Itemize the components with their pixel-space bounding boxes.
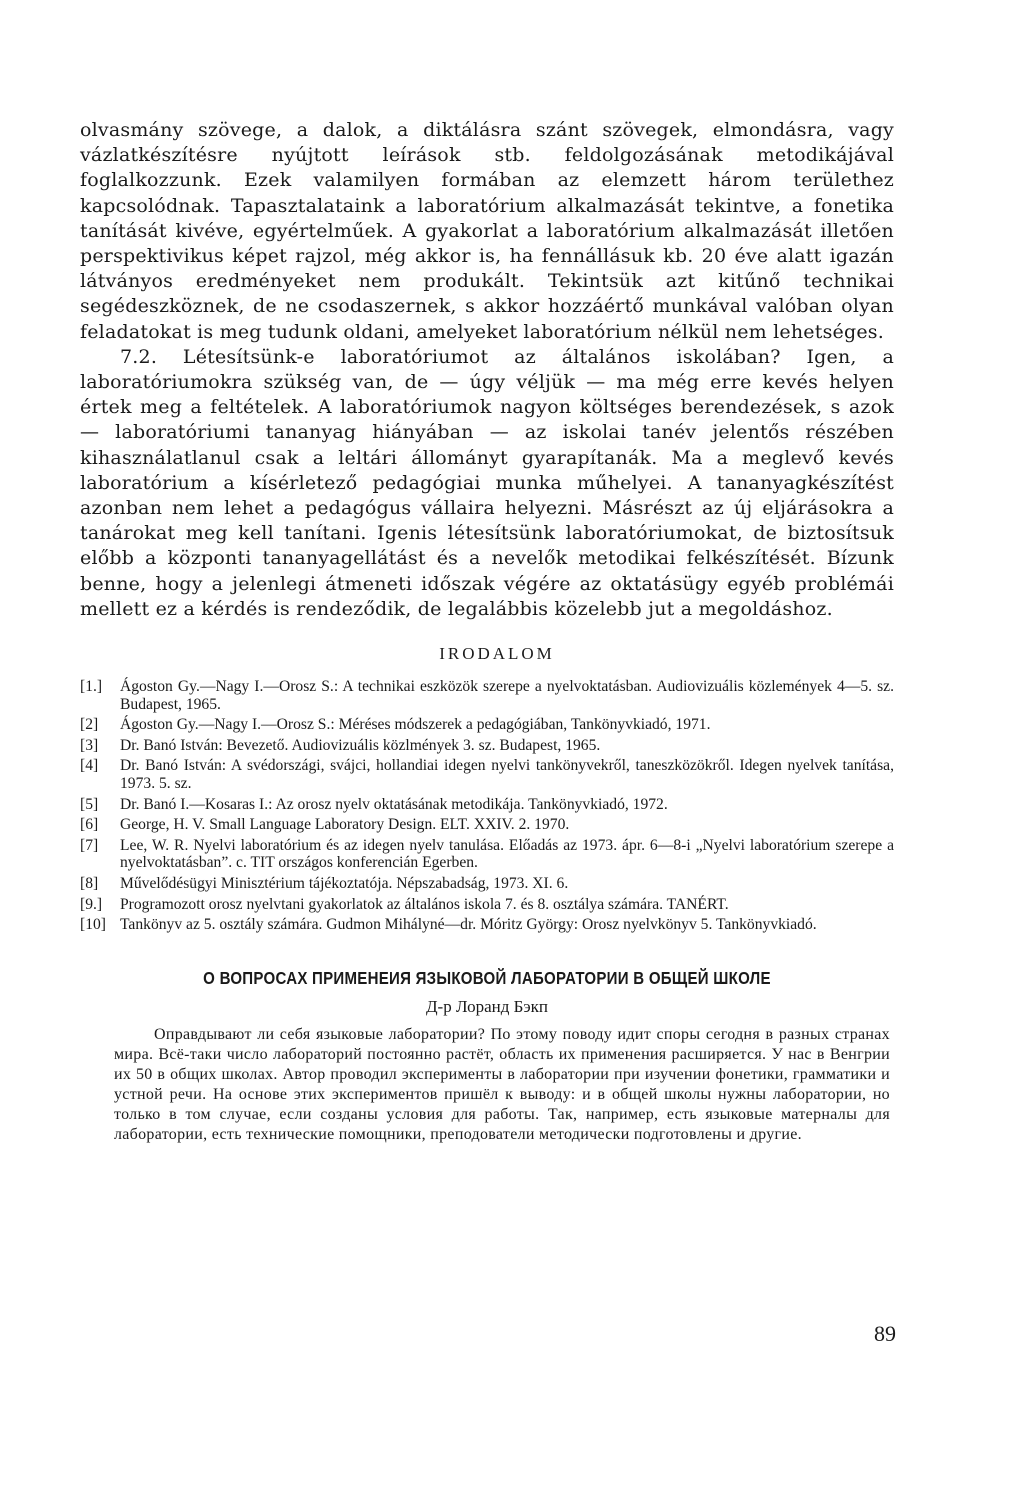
russian-summary-abstract: Оправдывают ли себя языковые лаборатории? По этому поводу идит споры сегодня в разных странах мира. Всё-таки число лабораторий постоянно растёт, область их применения расширяется. У нас в Венгрии их 50 в общих школах. Автор проводил эксперименты в лаборатории при изучении фонетики, грамматики и устной речи. На основе этих экспериментов пришёл к выводу: и в общей школы нужны лаборатории, но только в том случае, если созданы условия для работы. Так, например, есть языковые матерналы для лаборатории, есть технические помощники, преподователи методически подготовлены и другие. <box>114 1025 890 1143</box>
reference-item <box>80 816 894 834</box>
reference-number: [9.] <box>80 895 103 913</box>
reference-text: Tankönyv az 5. osztály számára. Gudmon Mihályné—dr. Móritz György: Orosz nyelvkönyv 5. Tankönyvkiadó. <box>120 916 817 934</box>
reference-text: Művelődésügyi Minisztérium tájékoztatója. Népszabadság, 1973. XI. 6. <box>120 875 569 892</box>
reference-number: [2] <box>80 716 99 734</box>
reference-number: [8] <box>80 875 99 892</box>
reference-item <box>80 896 894 914</box>
reference-item <box>80 916 894 934</box>
reference-text: George, H. V. Small Language Laboratory Design. ELT. XXIV. 2. 1970. <box>120 816 570 834</box>
reference-list <box>80 678 894 934</box>
body-paragraph-1: olvasmány szövege, a dalok, a diktálásra szánt szövegek, elmondásra, vagy vázlatkészítésre nyújtott leírások stb. feldolgozásának metodikájával foglalkozzunk. Ezek valamilyen formában az elemzett három területhez kapcsolódnak. Tapasztalataink a laboratórium alkalmazását tekintve, a fonetika tanítását kivéve, egyértelműek. A gyakorlat a laboratórium alkalmazását illetően perspektivikus képet rajzol, még akkor is, ha fennállásuk kb. 20 éve alatt igazán látványos eredményeket nem produkált. Tekintsük azt kitűnő technikai segédeszköznek, de ne csodaszernek, s akkor hozzáértő munkával valóban olyan feladatokat is meg tudunk oldani, amelyeket laboratórium nélkül nem lehetséges. <box>80 119 894 343</box>
body-paragraph-2: 7.2. Létesítsünk-e laboratóriumot az általános iskolában? Igen, a laboratóriumokra szükség van, de — úgy véljük — ma még erre kevés helyen értek meg a feltételek. A laboratóriumok nagyon költséges berendezések, s azok — laboratóriumi tananyag hiányában — az iskolai tanév jelentős részében kihasználatlanul csak a leltári állományt gyarapítanák. Ma a meglevő kevés laboratórium a kísérletező pedagógiai munka műhelyei. A tananyagkészítést azonban nem lehet a pedagógus vállaira helyezni. Másrészt az új eljárásokra a tanárokat meg kell tanítani. Igenis létesítsünk laboratóriumokat, de biztosítsuk előbb a központi tananyagellátást és a nevelők metodikai felkészítését. Bízunk benne, hogy a jelenlegi átmeneti időszak végére az oktatásügy egyéb problémái mellett ez a kérdés is rendeződik, de legalábbis közelebb jut a megoldáshoz. <box>80 345 894 620</box>
page-number: 89 <box>874 1321 896 1346</box>
reference-number: [6] <box>80 816 99 834</box>
reference-text: Dr. Banó István: A svédországi, svájci, hollandiai idegen nyelvi tankönyvekről, taneszközökről. Idegen nyelvek tanítása, 1973. 5. sz. <box>120 757 894 793</box>
reference-text: Ágoston Gy.—Nagy I.—Orosz S.: A technikai eszközök szerepe a nyelvoktatásban. Audiovizuális közlemények 4—5. sz. Budapest, 1965. <box>120 678 894 713</box>
reference-item <box>80 837 894 872</box>
reference-item <box>80 678 894 713</box>
reference-number: [3] <box>80 736 99 754</box>
reference-item <box>80 737 894 755</box>
reference-text: Dr. Banó I.—Kosaras I.: Az orosz nyelv oktatásának metodikája. Tankönyvkiadó, 1972. <box>120 795 668 813</box>
reference-number: [7] <box>80 836 99 854</box>
russian-summary-author: Д-р Лоранд Бэкп <box>425 996 549 1016</box>
reference-number: [1.] <box>80 678 103 696</box>
reference-text: Dr. Banó István: Bevezető. Audiovizuális közlmények 3. sz. Budapest, 1965. <box>120 736 601 754</box>
reference-item <box>80 796 894 814</box>
russian-summary-title: О ВОПРОСАХ ПРИМЕНЕИЯ ЯЗЫКОВОЙ ЛАБОРАТОРИИ В ОБЩЕЙ ШКОЛЕ <box>203 967 771 988</box>
page-content <box>80 118 894 1145</box>
reference-text: Programozott orosz nyelvtani gyakorlatok az általános iskola 7. és 8. osztálya számára. TANÉRT. <box>120 895 729 913</box>
body-text <box>80 118 894 622</box>
reference-item <box>80 757 894 792</box>
reference-item <box>80 875 894 893</box>
reference-number: [5] <box>80 795 99 813</box>
reference-number: [10] <box>80 916 106 934</box>
reference-text: Lee, W. R. Nyelvi laboratórium és az idegen nyelv tanulása. Előadás az 1973. ápr. 6—8-i „Nyelvi laboratórium szerepe a nyelvoktatásban”. c. TIT országos konferencián Egerben. <box>120 836 894 872</box>
reference-number: [4] <box>80 757 99 775</box>
reference-item <box>80 716 894 734</box>
references-heading: IRODALOM <box>439 644 555 664</box>
reference-text: Ágoston Gy.—Nagy I.—Orosz S.: Méréses módszerek a pedagógiában, Tankönyvkiadó, 1971. <box>120 716 711 734</box>
